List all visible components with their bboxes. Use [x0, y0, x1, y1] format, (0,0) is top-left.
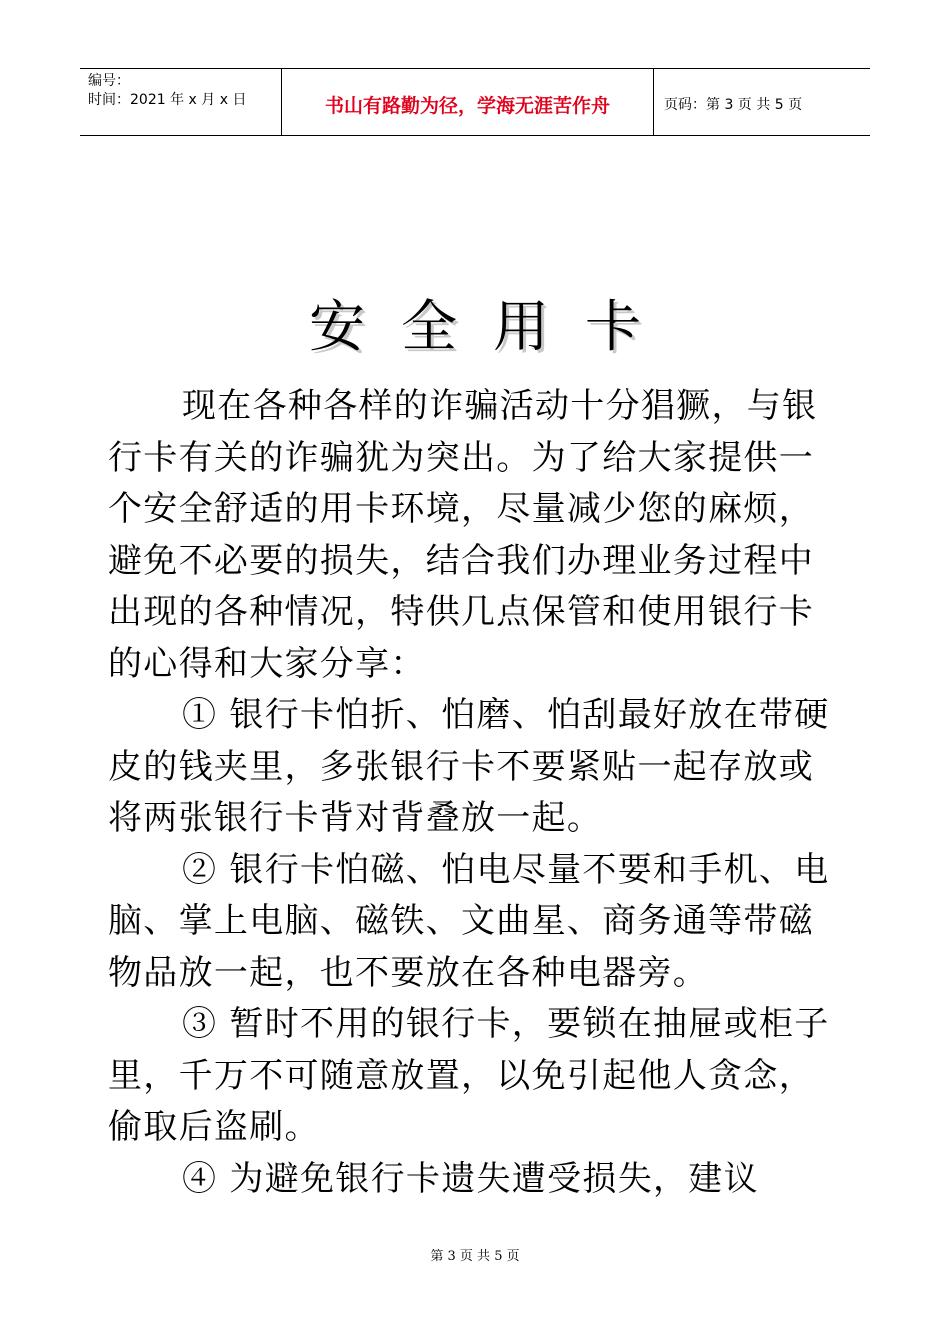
document-body — [108, 381, 838, 1205]
header-motto: 书山有路勤为径，学海无涯苦作舟 — [282, 69, 654, 135]
header-meta — [80, 69, 282, 135]
tip-paragraph-2: ② 银行卡怕磁、怕电尽量不要和手机、电脑、掌上电脑、磁铁、文曲星、商务通等带磁物品放一起，也不要放在各种电器旁。 — [108, 849, 830, 993]
header-page-info: 页码：第 3 页 共 5 页 — [664, 97, 803, 113]
document-time: 时间：2021 年 x 月 x 日 — [88, 92, 247, 108]
intro-paragraph: 现在各种各样的诈骗活动十分猖獗，与银行卡有关的诈骗犹为突出。为了给大家提供一个安全舒适的用卡环境，尽量减少您的麻烦，避免不必要的损失，结合我们办理业务过程中出现的各种情况，特供几点保管和使用银行卡的心得和大家分享： — [108, 386, 818, 684]
document-title: 安全用卡 — [309, 295, 677, 360]
tip-paragraph-3: ③ 暂时不用的银行卡，要锁在抽屉或柜子里，千万不可随意放置，以免引起他人贪念，偷取后盗刷。 — [108, 1004, 830, 1147]
page-footer: 第 3 页 共 5 页 — [430, 1249, 520, 1264]
tip-paragraph-1: ① 银行卡怕折、怕磨、怕刮最好放在带硬皮的钱夹里，多张银行卡不要紧贴一起存放或将两张银行卡背对背叠放一起。 — [108, 695, 830, 838]
document-number-label: 编号： — [88, 73, 130, 89]
tip-paragraph-4: ④ 为避免银行卡遗失遭受损失，建议 — [182, 1158, 759, 1199]
page-header — [80, 68, 870, 136]
